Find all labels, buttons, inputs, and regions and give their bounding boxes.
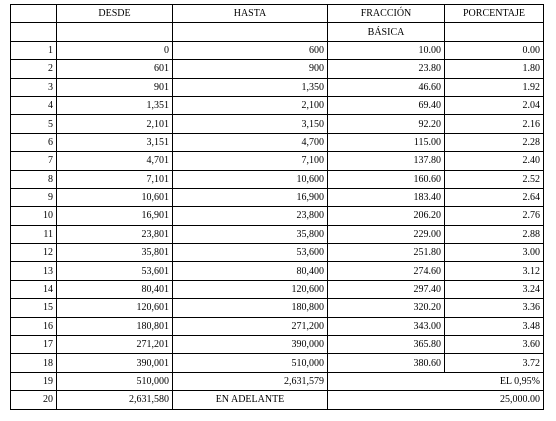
subheader-basica: BÁSICA <box>328 23 445 41</box>
row-porcentaje: 2.64 <box>445 188 544 206</box>
row-index: 19 <box>11 372 57 390</box>
table-row <box>11 317 544 335</box>
row-desde: 3,151 <box>57 133 173 151</box>
row-merged-fixed: 25,000.00 <box>328 391 544 409</box>
row-hasta: 900 <box>173 60 328 78</box>
table-row <box>11 133 544 151</box>
row-porcentaje: 2.28 <box>445 133 544 151</box>
row-desde: 601 <box>57 60 173 78</box>
row-hasta: 4,700 <box>173 133 328 151</box>
row-hasta: 23,800 <box>173 207 328 225</box>
row-porcentaje: 2.52 <box>445 170 544 188</box>
subheader-cell-empty <box>57 23 173 41</box>
row-index: 6 <box>11 133 57 151</box>
row-index: 4 <box>11 96 57 114</box>
row-index: 5 <box>11 115 57 133</box>
row-hasta: 390,000 <box>173 336 328 354</box>
row-desde: 35,801 <box>57 244 173 262</box>
row-porcentaje: 3.24 <box>445 280 544 298</box>
row-hasta: 16,900 <box>173 188 328 206</box>
row-index: 11 <box>11 225 57 243</box>
header-desde: DESDE <box>57 5 173 23</box>
row-hasta: 2,631,579 <box>173 372 328 390</box>
row-porcentaje: 3.48 <box>445 317 544 335</box>
row-hasta: 53,600 <box>173 244 328 262</box>
row-porcentaje: 2.88 <box>445 225 544 243</box>
row-fraccion: 10.00 <box>328 41 445 59</box>
row-hasta: 510,000 <box>173 354 328 372</box>
subheader-cell-empty <box>11 23 57 41</box>
row-desde: 10,601 <box>57 188 173 206</box>
row-porcentaje: 1.80 <box>445 60 544 78</box>
row-index: 20 <box>11 391 57 409</box>
table-row <box>11 262 544 280</box>
row-fraccion: 23.80 <box>328 60 445 78</box>
row-index: 16 <box>11 317 57 335</box>
row-hasta: 600 <box>173 41 328 59</box>
table-row <box>11 188 544 206</box>
row-fraccion: 343.00 <box>328 317 445 335</box>
row-fraccion: 160.60 <box>328 170 445 188</box>
subheader-cell-empty <box>445 23 544 41</box>
row-fraccion: 115.00 <box>328 133 445 151</box>
row-fraccion: 137.80 <box>328 152 445 170</box>
row-hasta: 35,800 <box>173 225 328 243</box>
row-fraccion: 69.40 <box>328 96 445 114</box>
table-row <box>11 78 544 96</box>
row-fraccion: 320.20 <box>328 299 445 317</box>
table-row <box>11 336 544 354</box>
row-index: 13 <box>11 262 57 280</box>
table-row <box>11 244 544 262</box>
row-desde: 0 <box>57 41 173 59</box>
row-desde: 901 <box>57 78 173 96</box>
table-row <box>11 170 544 188</box>
row-desde: 120,601 <box>57 299 173 317</box>
row-porcentaje: 2.40 <box>445 152 544 170</box>
table-row-20 <box>11 391 544 409</box>
row-hasta: 80,400 <box>173 262 328 280</box>
row-desde: 23,801 <box>57 225 173 243</box>
header-porcentaje: PORCENTAJE <box>445 5 544 23</box>
row-fraccion: 229.00 <box>328 225 445 243</box>
row-porcentaje: 2.16 <box>445 115 544 133</box>
row-hasta: 7,100 <box>173 152 328 170</box>
subheader-row <box>11 23 544 41</box>
table-row <box>11 41 544 59</box>
row-desde: 2,631,580 <box>57 391 173 409</box>
row-index: 1 <box>11 41 57 59</box>
row-index: 10 <box>11 207 57 225</box>
row-index: 8 <box>11 170 57 188</box>
header-fraccion: FRACCIÓN <box>328 5 445 23</box>
row-porcentaje: 3.36 <box>445 299 544 317</box>
row-desde: 390,001 <box>57 354 173 372</box>
table-row <box>11 354 544 372</box>
row-porcentaje: 3.60 <box>445 336 544 354</box>
row-index: 2 <box>11 60 57 78</box>
row-index: 14 <box>11 280 57 298</box>
table-row <box>11 115 544 133</box>
row-hasta: 10,600 <box>173 170 328 188</box>
row-fraccion: 206.20 <box>328 207 445 225</box>
row-index: 7 <box>11 152 57 170</box>
row-hasta: EN ADELANTE <box>173 391 328 409</box>
row-porcentaje: 2.04 <box>445 96 544 114</box>
row-desde: 510,000 <box>57 372 173 390</box>
row-desde: 2,101 <box>57 115 173 133</box>
header-hasta: HASTA <box>173 5 328 23</box>
rate-table <box>10 4 544 410</box>
row-porcentaje: 2.76 <box>445 207 544 225</box>
table-row <box>11 96 544 114</box>
row-hasta: 2,100 <box>173 96 328 114</box>
row-hasta: 271,200 <box>173 317 328 335</box>
table-row-19 <box>11 372 544 390</box>
row-desde: 180,801 <box>57 317 173 335</box>
row-fraccion: 92.20 <box>328 115 445 133</box>
row-desde: 1,351 <box>57 96 173 114</box>
row-fraccion: 251.80 <box>328 244 445 262</box>
row-desde: 4,701 <box>57 152 173 170</box>
row-hasta: 1,350 <box>173 78 328 96</box>
table-row <box>11 207 544 225</box>
row-index: 17 <box>11 336 57 354</box>
row-fraccion: 365.80 <box>328 336 445 354</box>
row-porcentaje: 1.92 <box>445 78 544 96</box>
row-index: 3 <box>11 78 57 96</box>
row-desde: 16,901 <box>57 207 173 225</box>
row-hasta: 180,800 <box>173 299 328 317</box>
row-desde: 7,101 <box>57 170 173 188</box>
row-desde: 53,601 <box>57 262 173 280</box>
row-fraccion: 274.60 <box>328 262 445 280</box>
row-index: 9 <box>11 188 57 206</box>
row-fraccion: 297.40 <box>328 280 445 298</box>
row-merged-rate: EL 0,95% <box>328 372 544 390</box>
row-index: 15 <box>11 299 57 317</box>
row-fraccion: 380.60 <box>328 354 445 372</box>
subheader-cell-empty <box>173 23 328 41</box>
header-row <box>11 5 544 23</box>
row-index: 12 <box>11 244 57 262</box>
table-row <box>11 225 544 243</box>
table-row <box>11 280 544 298</box>
row-porcentaje: 3.00 <box>445 244 544 262</box>
header-index <box>11 5 57 23</box>
row-hasta: 3,150 <box>173 115 328 133</box>
row-fraccion: 46.60 <box>328 78 445 96</box>
row-porcentaje: 3.12 <box>445 262 544 280</box>
row-hasta: 120,600 <box>173 280 328 298</box>
table-body <box>11 41 544 409</box>
table-row <box>11 152 544 170</box>
row-porcentaje: 0.00 <box>445 41 544 59</box>
row-index: 18 <box>11 354 57 372</box>
table-row <box>11 60 544 78</box>
table-row <box>11 299 544 317</box>
row-desde: 80,401 <box>57 280 173 298</box>
row-desde: 271,201 <box>57 336 173 354</box>
row-porcentaje: 3.72 <box>445 354 544 372</box>
row-fraccion: 183.40 <box>328 188 445 206</box>
